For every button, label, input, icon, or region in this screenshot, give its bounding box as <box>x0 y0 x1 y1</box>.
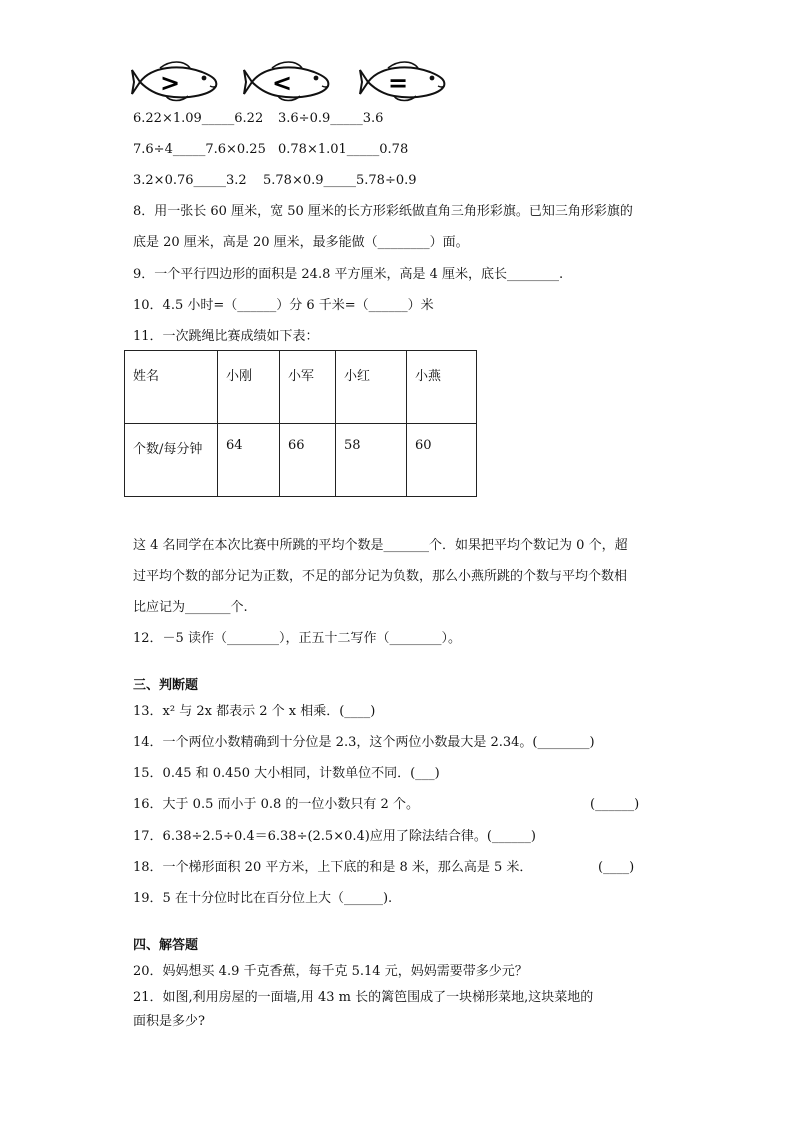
question-16: 16．大于 0.5 而小于 0.8 的一位小数只有 2 个。 <box>133 797 419 812</box>
question-13: 13．x² 与 2x 都表示 2 个 x 相乘．(____) <box>133 704 376 719</box>
section-title-judgement: 三、判断题 <box>133 678 199 693</box>
table-row <box>125 424 477 497</box>
question-11-text-3: 比应记为_______个. <box>133 600 248 615</box>
compare-item: 3.6÷0.9_____3.6 <box>278 111 384 126</box>
compare-row-1 <box>133 110 383 128</box>
question-15: 15．0.45 和 0.450 大小相同，计数单位不同．(___) <box>133 766 440 781</box>
question-17: 17．6.38÷2.5÷0.4＝6.38÷(2.5×0.4)应用了除法结合律。(______) <box>133 829 536 844</box>
svg-text:>: > <box>160 69 181 97</box>
table-cell: 个数/每分钟 <box>125 424 218 497</box>
question-11: 11．一次跳绳比赛成绩如下表： <box>133 329 319 344</box>
table-cell: 小刚 <box>218 351 280 424</box>
svg-text:<: < <box>272 69 293 97</box>
table-cell: 60 <box>407 424 477 497</box>
question-21-line-2: 面积是多少? <box>133 1014 205 1029</box>
question-21-line-1: 21．如图,利用房屋的一面墙,用 43 m 长的篱笆围成了一块梯形菜地,这块菜地的 <box>133 990 594 1005</box>
question-18: 18．一个梯形面积 20 平方米，上下底的和是 8 米，那么高是 5 米． <box>133 860 533 875</box>
table-cell: 姓名 <box>125 351 218 424</box>
table-cell: 66 <box>280 424 336 497</box>
fish-greater-than-icon <box>130 60 222 104</box>
question-11-text-2: 过平均个数的部分记为正数，不足的部分记为负数，那么小燕所跳的个数与平均个数相 <box>133 569 628 584</box>
section-title-answers: 四、解答题 <box>133 938 199 953</box>
compare-row-2 <box>133 141 408 159</box>
compare-item: 3.2×0.76_____3.2 <box>133 173 247 188</box>
compare-item: 0.78×1.01_____0.78 <box>278 142 409 157</box>
question-11-text-1: 这 4 名同学在本次比赛中所跳的平均个数是_______个．如果把平均个数记为 0 个，超 <box>133 538 628 553</box>
table-cell: 小红 <box>336 351 407 424</box>
table-cell: 小燕 <box>407 351 477 424</box>
question-20: 20．妈妈想买 4.9 千克香蕉，每千克 5.14 元，妈妈需要带多少元？ <box>133 964 528 979</box>
question-12: 12．－5 读作（________），正五十二写作（________）。 <box>133 631 461 646</box>
table-cell: 58 <box>336 424 407 497</box>
table-cell: 64 <box>218 424 280 497</box>
compare-item: 6.22×1.09_____6.22 <box>133 111 264 126</box>
table-row <box>125 351 477 424</box>
compare-row-3 <box>133 172 417 190</box>
jump-rope-table <box>124 350 477 497</box>
compare-item: 5.78×0.9_____5.78÷0.9 <box>263 173 417 188</box>
question-8-line-2: 底是 20 厘米，高是 20 厘米，最多能做（________）面。 <box>133 235 469 250</box>
comparison-fish-icons <box>130 60 460 104</box>
compare-item: 7.6÷4_____7.6×0.25 <box>133 142 266 157</box>
question-18-answer-blank: (____) <box>598 860 635 875</box>
table-cell: 小军 <box>280 351 336 424</box>
question-19: 19．5 在十分位时比在百分位上大（______). <box>133 891 393 906</box>
question-16-answer-blank: (______) <box>590 797 640 812</box>
fish-equals-icon <box>358 60 450 104</box>
question-9: 9．一个平行四边形的面积是 24.8 平方厘米，高是 4 厘米，底长________. <box>133 267 564 282</box>
svg-text:=: = <box>388 69 409 97</box>
fish-less-than-icon <box>242 60 334 104</box>
question-10: 10．4.5 小时=（______）分 6 千米=（______）米 <box>133 298 434 313</box>
question-8-line-1: 8．用一张长 60 厘米，宽 50 厘米的长方形彩纸做直角三角形彩旗。已知三角形彩旗的 <box>133 204 633 219</box>
question-14: 14．一个两位小数精确到十分位是 2.3，这个两位小数最大是 2.34。(________) <box>133 735 595 750</box>
